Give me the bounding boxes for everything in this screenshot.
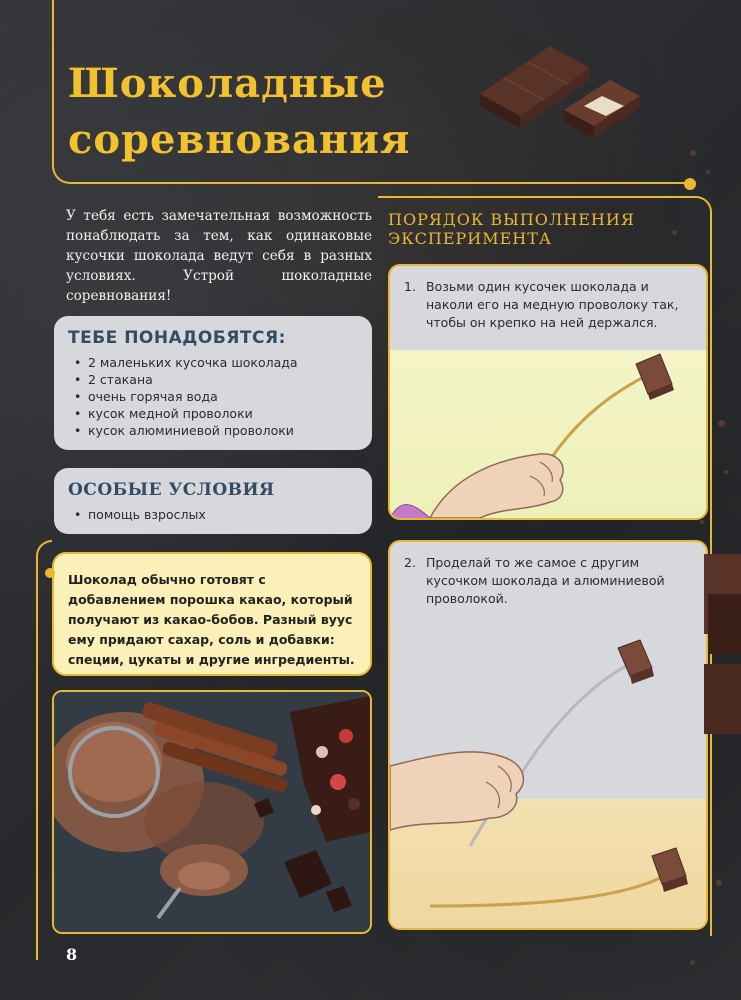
list-item: • 2 маленьких кусочка шоколада bbox=[68, 354, 358, 371]
cocoa-dust bbox=[716, 880, 722, 886]
step-description: Возьми один кусочек шоколада и наколи его на медную проволоку так, чтобы он крепко на ней держался. bbox=[426, 279, 679, 330]
step-text bbox=[390, 542, 706, 608]
page-title-line1: Шоколадные bbox=[68, 60, 387, 107]
step-number: 1. bbox=[404, 279, 416, 294]
fact-box: Шоколад обычно готовят с добавлением порошка какао, который получают из какао-бобов. Разный вуус ему придают сахар, соль и добавки: специи, цукаты и другие ингредиенты. bbox=[52, 552, 372, 676]
fact-box-dot bbox=[45, 568, 55, 578]
hand-holding-copper-wire-illustration bbox=[390, 350, 706, 518]
step-text bbox=[390, 266, 706, 332]
cocoa-dust bbox=[706, 170, 710, 174]
conditions-heading: ОСОБЫЕ УСЛОВИЯ bbox=[68, 480, 275, 500]
cocoa-dust bbox=[690, 960, 695, 965]
steps-heading-line2: ЭКСПЕРИМЕНТА bbox=[388, 229, 553, 248]
cocoa-dust bbox=[718, 420, 725, 427]
steps-heading-line1: ПОРЯДОК ВЫПОЛНЕНИЯ bbox=[388, 210, 635, 229]
needs-list bbox=[68, 354, 358, 439]
cocoa-dust bbox=[724, 470, 728, 474]
step-2-illustration bbox=[390, 606, 706, 928]
cocoa-photo bbox=[52, 690, 372, 934]
title-frame-dot bbox=[684, 178, 696, 190]
page-number: 8 bbox=[66, 945, 78, 964]
list-item: • помощь взрослых bbox=[68, 506, 358, 523]
intro-text: У тебя есть замечательная возможность понаблюдать за тем, как одинаковые кусочки шоколада ведут себя в разных условиях. Устрой шоколадные соревнования! bbox=[66, 208, 372, 304]
chocolate-slice-decoration bbox=[704, 554, 741, 734]
hand-holding-aluminum-wire-illustration bbox=[390, 606, 706, 928]
left-accent-rule bbox=[36, 540, 52, 960]
step-1-illustration bbox=[390, 350, 706, 518]
step-panel-1 bbox=[388, 264, 708, 520]
cocoa-photo-image bbox=[54, 692, 370, 932]
step-panel-2 bbox=[388, 540, 708, 930]
list-item: • очень горячая вода bbox=[68, 388, 358, 405]
conditions-list bbox=[68, 506, 358, 523]
page-title-line2: соревнования bbox=[68, 116, 411, 163]
needs-heading: ТЕБЕ ПОНАДОБЯТСЯ: bbox=[68, 328, 286, 348]
page-title bbox=[68, 56, 468, 168]
step-number: 2. bbox=[404, 555, 416, 570]
list-item: • кусок алюминиевой проволоки bbox=[68, 422, 358, 439]
conditions-card bbox=[54, 468, 372, 534]
list-item: • кусок медной проволоки bbox=[68, 405, 358, 422]
step-description: Проделай то же самое с другим кусочком шоколада и алюминиевой проволокой. bbox=[426, 555, 665, 606]
chocolate-pieces-illustration bbox=[474, 40, 644, 140]
steps-heading bbox=[388, 210, 678, 248]
list-item: • 2 стакана bbox=[68, 371, 358, 388]
needs-card bbox=[54, 316, 372, 450]
